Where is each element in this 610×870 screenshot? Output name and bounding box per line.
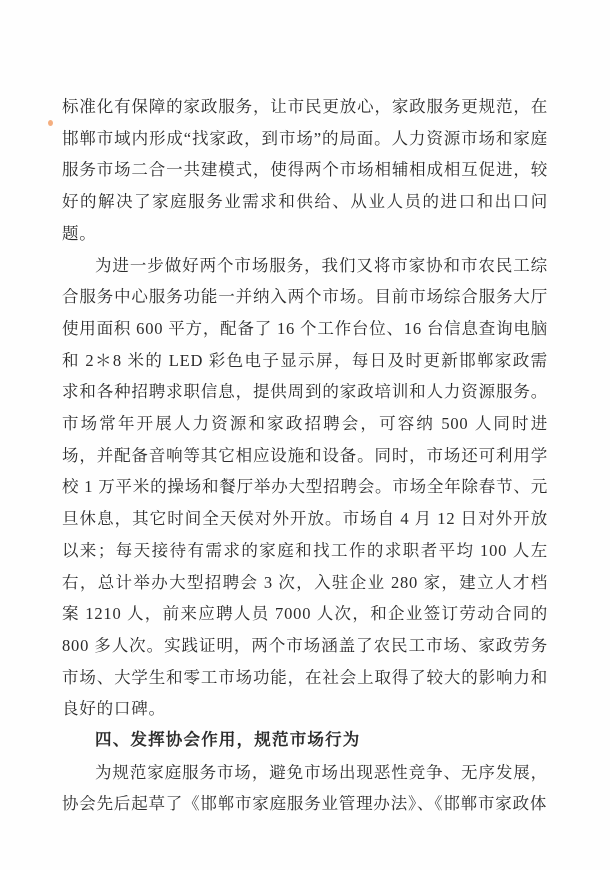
paragraph: 标准化有保障的家政服务，让市民更放心，家政服务更规范，在邯郸市域内形成“找家政，到市场”的局面。人力资源市场和家庭服务市场二合一共建模式，使得两个市场相辅相成相互促进，较好的解决了家庭服务业需求和供给、从业人员的进口和出口问题。 xyxy=(62,97,548,243)
section-heading: 四、发挥协会作用，规范市场行为 xyxy=(95,731,361,750)
scan-artifact-dot xyxy=(48,120,53,126)
paragraph: 为进一步做好两个市场服务，我们又将市家协和市农民工综合服务中心服务功能一并纳入两个市场。目前市场综合服务大厅使用面积 600 平方，配备了 16 个工作台位、16 台信息查询电脑和 2＊8 米的 LED 彩色电子显示屏，每日及时更新邯郸家政需求和各种招聘求职信息，提供周到的家政培训和人力资源服务。市场常年开展人力资源和家政招聘会，可容纳 500 人同时进场，并配备音响等其它相应设施和设备。同时，市场还可利用学校 1 万平米的操场和餐厅举办大型招聘会。市场全年除春节、元旦休息，其它时间全天侯对外开放。市场自 4 月 12 日对外开放以来；每天接待有需求的家庭和找工作的求职者平均 100 人左右，总计举办大型招聘会 3 次，入驻企业 280 家，建立人才档案 1210 人，前来应聘人员 7000 人次，和企业签订劳动合同的 800 多人次。实践证明，两个市场涵盖了农民工市场、家政劳务市场、大学生和零工市场功能，在社会上取得了较大的影响力和良好的口碑。 xyxy=(62,255,548,719)
paragraph: 为规范家庭服务市场，避免市场出现恶性竞争、无序发展，协会先后起草了《邯郸市家庭服务业管理办法》、《邯郸市家政体 xyxy=(62,762,548,814)
document-body-text xyxy=(62,91,548,820)
